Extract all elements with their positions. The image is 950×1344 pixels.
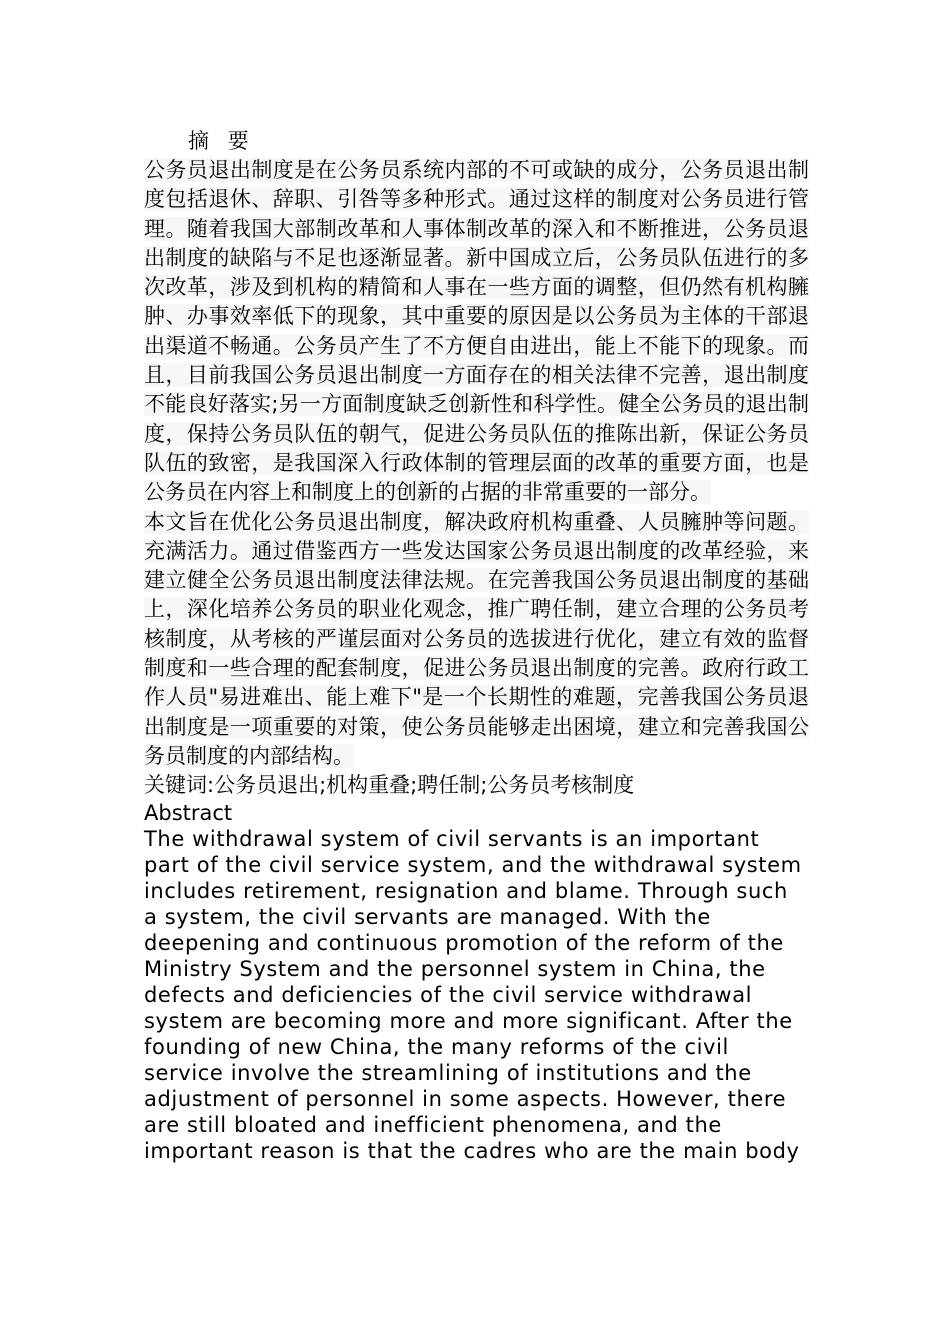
abstract-en-line: defects and deficiencies of the civil service withdrawal [144,983,753,1008]
abstract-en-heading: Abstract [144,801,233,826]
abstract-en-line: founding of new China, the many reforms of the civil [144,1035,729,1060]
abstract-en-line: The withdrawal system of civil servants is an important [144,827,760,852]
abstract-cn-keywords: 关键词:公务员退出;机构重叠;聘任制;公务员考核制度 [144,773,635,798]
document-page [144,126,809,1164]
abstract-en-paragraph [144,826,809,1164]
abstract-cn-paragraph-1-text: 公务员退出制度是在公务员系统内部的不可或缺的成分，公务员退出制度包括退休、辞职、引咎等多种形式。通过这样的制度对公务员进行管理。随着我国大部制改革和人事体制改革的深入和不断推进，公务员退出制度的缺陷与不足也逐渐显著。新中国成立后，公务员队伍进行的多次改革，涉及到机构的精简和人事在一些方面的调整，但仍然有机构臃肿、办事效率低下的现象，其中重要的原因是以公务员为主体的干部退出渠道不畅通。公务员产生了不方便自由进出，能上不能下的现象。而且，目前我国公务员退出制度一方面存在的相关法律不完善，退出制度不能良好落实;另一方面制度缺乏创新性和科学性。健全公务员的退出制度，保持公务员队伍的朝气，促进公务员队伍的推陈出新，保证公务员队伍的致密，是我国深入行政体制的管理层面的改革的重要方面，也是公务员在内容上和制度上的创新的占据的非常重要的一部分。 [144,158,809,505]
abstract-en-line: part of the civil service system, and the withdrawal system [144,853,802,878]
abstract-en-line: system are becoming more and more significant. After the [144,1009,793,1034]
abstract-cn-heading: 摘 要 [188,129,255,153]
abstract-en-line: includes retirement, resignation and blame. Through such [144,879,788,904]
abstract-cn-paragraph-1 [144,156,809,508]
abstract-en-line: important reason is that the cadres who are the main body [144,1139,800,1164]
abstract-en-line: a system, the civil servants are managed. With the [144,905,711,930]
abstract-en-line: service involve the streamlining of institutions and the [144,1061,752,1086]
abstract-en-line: adjustment of personnel in some aspects. However, there [144,1087,787,1112]
abstract-en-line: are still bloated and inefficient phenomena, and the [144,1113,722,1138]
abstract-cn-paragraph-2-text: 本文旨在优化公务员退出制度，解决政府机构重叠、人员臃肿等问题。充满活力。通过借鉴西方一些发达国家公务员退出制度的改革经验，来建立健全公务员退出制度法律法规。在完善我国公务员退出制度的基础上，深化培养公务员的职业化观念，推广聘任制，建立合理的公务员考核制度，从考核的严谨层面对公务员的选拔进行优化，建立有效的监督制度和一些合理的配套制度，促进公务员退出制度的完善。政府行政工作人员"易进难出、能上难下"是一个长期性的难题，完善我国公务员退出制度是一项重要的对策，使公务员能够走出困境，建立和完善我国公务员制度的内部结构。 [144,509,809,768]
abstract-cn-paragraph-2 [144,508,809,772]
abstract-en-line: deepening and continuous promotion of the reform of the [144,931,784,956]
abstract-en-line: Ministry System and the personnel system in China, the [144,957,766,982]
